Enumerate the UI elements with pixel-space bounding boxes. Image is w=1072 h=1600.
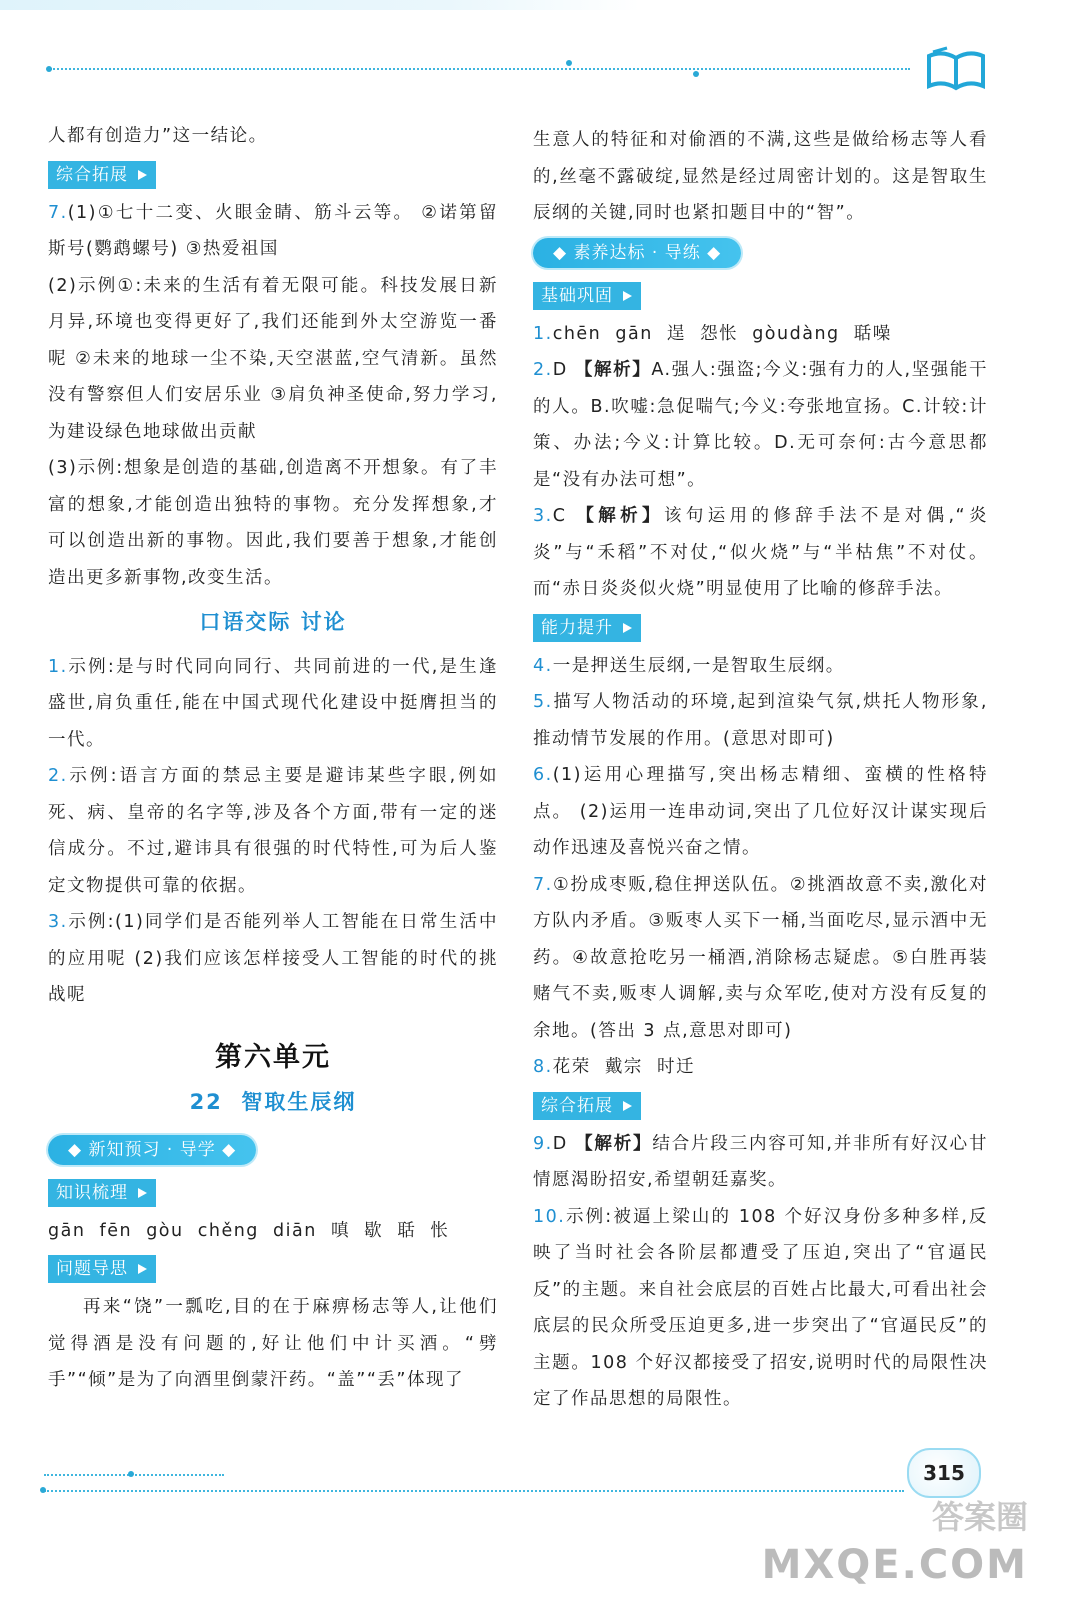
- top-decorative-band: [0, 0, 640, 10]
- tag-comprehensive-extension: 综合拓展: [48, 161, 156, 189]
- answer-number: 2.: [533, 360, 553, 380]
- answer-4: [533, 648, 988, 685]
- tag-basic-consolidation: 基础巩固: [533, 282, 641, 310]
- answer-text: 描写人物活动的环境,起到渲染气氛,烘托人物形象,推动情节发展的作用。(意思对即可): [533, 692, 988, 749]
- answer-7-part2: (2)示例①:未来的生活有着无限可能。科技发展日新月异,环境也变得更好了,我们还能到外太空游览一番呢 ②未来的地球一尘不染,天空湛蓝,空气清新。虽然没有警察但人们安居乐业 ③肩负神圣使命,努力学习,为建设绿色地球做出贡献: [48, 275, 498, 442]
- answer-text: (1)运用心理描写,突出杨志精细、蛮横的性格特点。 (2)运用一连串动词,突出了几位好汉计谋实现后动作迅速及喜悦兴奋之情。: [533, 765, 988, 858]
- answer-9: [533, 1126, 988, 1199]
- section-heading-oral: 口语交际 讨论: [199, 610, 347, 634]
- tag-knowledge-summary: 知识梳理: [48, 1179, 156, 1207]
- answer-choice: C: [552, 506, 577, 526]
- continued-paragraph: 生意人的特征和对偷酒的不满,这些是做给杨志等人看的,丝毫不露破绽,显然是经过周密计划的。这是智取生辰纲的关键,同时也紧扣题目中的“智”。: [533, 130, 988, 223]
- header-dot-mid: [566, 60, 572, 66]
- pinyin-answers: gān fēn gòu chěng diān 嗔 歇 聒 怅: [48, 1220, 450, 1241]
- tag-ability-improvement: 能力提升: [533, 614, 641, 642]
- oral-answer-3: [48, 904, 498, 1014]
- answer-number: 1.: [48, 656, 68, 677]
- oral-answer-2: [48, 758, 498, 904]
- answer-number: 6.: [533, 765, 553, 785]
- footer-dot-a: [128, 1471, 134, 1477]
- answer-number: 7.: [533, 874, 553, 895]
- answer-text: 一是押送生辰纲,一是智取生辰纲。: [552, 655, 845, 676]
- answer-number: 3.: [48, 912, 68, 932]
- answer-number: 4.: [533, 655, 553, 676]
- answer-number: 9.: [533, 1133, 553, 1154]
- answer-7: [533, 867, 988, 1050]
- analysis-label: 【解析】: [574, 360, 652, 380]
- answer-7-part3: (3)示例:想象是创造的基础,创造离不开想象。有了丰富的想象,才能创造出独特的事物。充分发挥想象,才可以创造出新的事物。因此,我们要善于想象,才能创造出更多新事物,改变生活。: [48, 458, 498, 588]
- header-dotted-line: [50, 68, 910, 70]
- answer-number: 1.: [533, 323, 553, 344]
- intro-text: 人都有创造力”这一结论。: [48, 126, 268, 146]
- page-number: 315: [907, 1448, 981, 1498]
- answer-text: chēn gān 逞 怨怅 gòudàng 聒噪: [552, 323, 892, 344]
- answer-10: [533, 1199, 988, 1418]
- answer-text: A.强人:强盗;今义:强有力的人,坚强能干的人。B.吹嘘:急促喘气;今义:夸张地宣扬。C.计较:计策、办法;今义:计算比较。D.无可奈何:古今意思都是“没有办法可想”。: [533, 360, 988, 490]
- tag-comprehensive-extension-2: 综合拓展: [533, 1092, 641, 1120]
- answer-text: 花荣 戴宗 时迁: [552, 1057, 695, 1077]
- answer-text: ①扮成枣贩,稳住押送队伍。②挑酒故意不卖,激化对方队内矛盾。③贩枣人买下一桶,当面吃尽,显示酒中无药。④故意抢吃另一桶酒,消除杨志疑虑。⑤白胜再装赌气不卖,贩枣人调解,卖与众军吃,使对方没有反复的余地。(答出 3 点,意思对即可): [533, 874, 988, 1041]
- answer-choice: D: [552, 360, 575, 380]
- lesson-number: 22: [189, 1090, 223, 1114]
- answer-8: [533, 1049, 988, 1086]
- answer-number: 10.: [533, 1206, 566, 1227]
- answer-7-part1: [48, 195, 498, 268]
- watermark-en: MXQE.COM: [761, 1542, 1028, 1588]
- right-column: [533, 122, 988, 1418]
- answer-text: 示例:被逼上梁山的 108 个好汉身份多种多样,反映了当时社会各阶层都遭受了压迫,突出了“官逼民反”的主题。来自社会底层的百姓占比最大,可看出社会底层的民众所受压迫更多,进一步突出了“官逼民反”的主题。108 个好汉都接受了招安,说明时代的局限性决定了作品思想的局限性。: [533, 1206, 988, 1409]
- pill-attainment-guide: ◆ 素养达标 · 导练 ◆: [533, 238, 741, 268]
- tag-question-guide: 问题导思: [48, 1255, 156, 1283]
- left-column: [48, 118, 498, 1399]
- oral-answer-1: [48, 649, 498, 759]
- guide-paragraph: 再来“饶”一瓢吃,目的在于麻痹杨志等人,让他们觉得酒是没有问题的,好让他们中计买酒。“劈手”“倾”是为了向酒里倒蒙汗药。“盖”“丢”体现了: [48, 1297, 498, 1390]
- lesson-name: 智取生辰纲: [241, 1090, 357, 1114]
- analysis-label: 【解析】: [576, 506, 664, 526]
- header-dot-left: [46, 66, 52, 72]
- pill-preview-guide: ◆ 新知预习 · 导学 ◆: [48, 1135, 256, 1165]
- unit-title: 第六单元: [215, 1041, 331, 1073]
- answer-text: 示例:(1)同学们是否能列举人工智能在日常生活中的应用呢 (2)我们应该怎样接受人工智能的时代的挑战呢: [48, 912, 498, 1005]
- answer-number: 2.: [48, 766, 68, 786]
- answer-number: 3.: [533, 506, 553, 526]
- answer-number: 7.: [48, 202, 68, 223]
- answer-text: 该句运用的修辞手法不是对偶,“炎炎”与“禾稻”不对仗,“似火烧”与“半枯焦”不对仗。而“赤日炎炎似火烧”明显使用了比喻的修辞手法。: [533, 506, 988, 599]
- answer-choice: D: [552, 1133, 576, 1154]
- answer-1: [533, 316, 988, 353]
- answer-number: 8.: [533, 1057, 553, 1077]
- answer-text: (1)①七十二变、火眼金睛、筋斗云等。 ②诺第留斯号(鹦鹉螺号) ③热爱祖国: [48, 202, 498, 259]
- footer-dotted-line-short: [44, 1474, 224, 1476]
- answer-text: 示例:是与时代同向同行、共同前进的一代,是生逢盛世,肩负重任,能在中国式现代化建设中挺膺担当的一代。: [48, 656, 498, 750]
- lesson-title: [48, 1084, 498, 1121]
- answer-number: 5.: [533, 692, 553, 712]
- open-book-icon: [925, 46, 987, 92]
- answer-text: 示例:语言方面的禁忌主要是避讳某些字眼,例如死、病、皇帝的名字等,涉及各个方面,带有一定的迷信成分。不过,避讳具有很强的时代特性,可为后人鉴定文物提供可靠的依据。: [48, 766, 498, 896]
- answer-5: [533, 684, 988, 757]
- answer-text: 结合片段三内容可知,并非所有好汉心甘情愿渴盼招安,希望朝廷嘉奖。: [533, 1133, 989, 1190]
- header-dot-right: [693, 71, 699, 77]
- answer-2: [533, 352, 988, 498]
- answer-3: [533, 498, 988, 608]
- footer-dot-b: [40, 1487, 46, 1493]
- footer-dotted-line: [44, 1490, 904, 1492]
- analysis-label: 【解析】: [575, 1133, 653, 1154]
- watermark-cn: 答案圈: [931, 1498, 1028, 1536]
- answer-6: [533, 757, 988, 867]
